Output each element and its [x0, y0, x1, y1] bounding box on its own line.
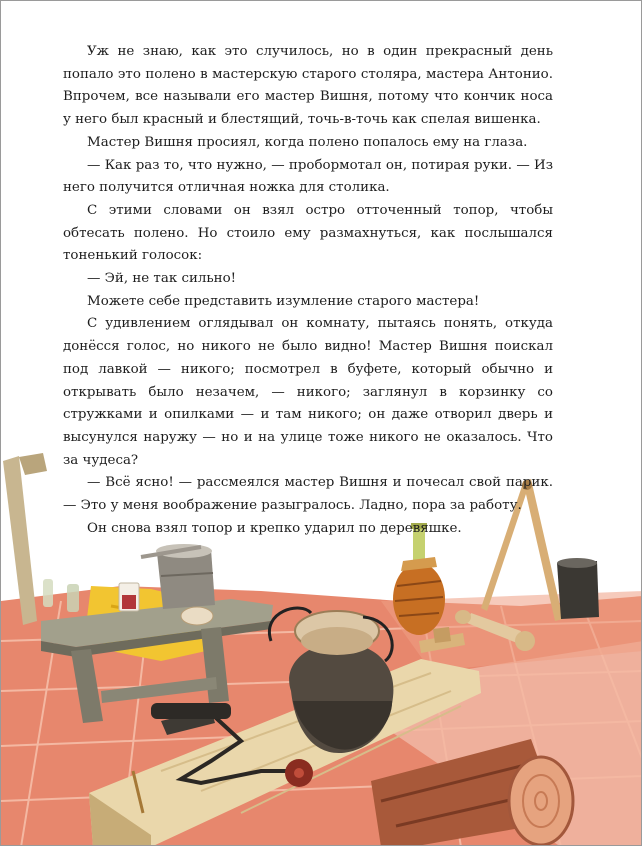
paragraph-1: Уж не знаю, как это случилось, но в один прекрасный день попало это полено в мастерскую старого столяра, мастера Антонио. Впрочем, все называли его мастер Вишня, потому что кончик носа у него был красный и блестящий, точь-в-точь как спелая вишенка. — [63, 44, 553, 128]
paragraph-7: С удивлением оглядывал он комнату, пытаясь понять, откуда донёсся голос, но никого не было видно! Мастер Вишня поискал под лавкой — никого; посмотрел в буфете, который обычно и открывать было незачем, — никого; заглянул в корзинку со стружками и опилками — и там никого; он даже отворил дверь и высунулся наружу — но и на улице тоже никого не оказалось. Что за чудеса? — [63, 316, 553, 468]
paragraph-3: — Как раз то, что нужно, — пробормотал он, потирая руки. — Из него получится отличная ножка для столика. — [63, 157, 553, 196]
story-text — [63, 41, 553, 540]
bread-loaf — [181, 607, 213, 625]
paragraph-4: С этими словами он взял остро отточенный топор, чтобы обтесать полено. Но стоило ему размахнуться, как послышался тоненький голосок: — [63, 202, 553, 264]
paragraph-8: — Всё ясно! — рассмеялся мастер Вишня и почесал свой парик. — Это у меня воображение разыгралось. Ладно, пора за работу. — [63, 475, 553, 514]
black-pot — [557, 558, 599, 619]
paragraph-9: Он снова взял топор и крепко ударил по деревяшке. — [87, 520, 462, 536]
paragraph-6: Можете себе представить изумление старого мастера! — [87, 293, 480, 309]
paragraph-2: Мастер Вишня просиял, когда полено попалось ему на глаза. — [87, 134, 528, 150]
paragraph-5: — Эй, не так сильно! — [87, 271, 237, 287]
